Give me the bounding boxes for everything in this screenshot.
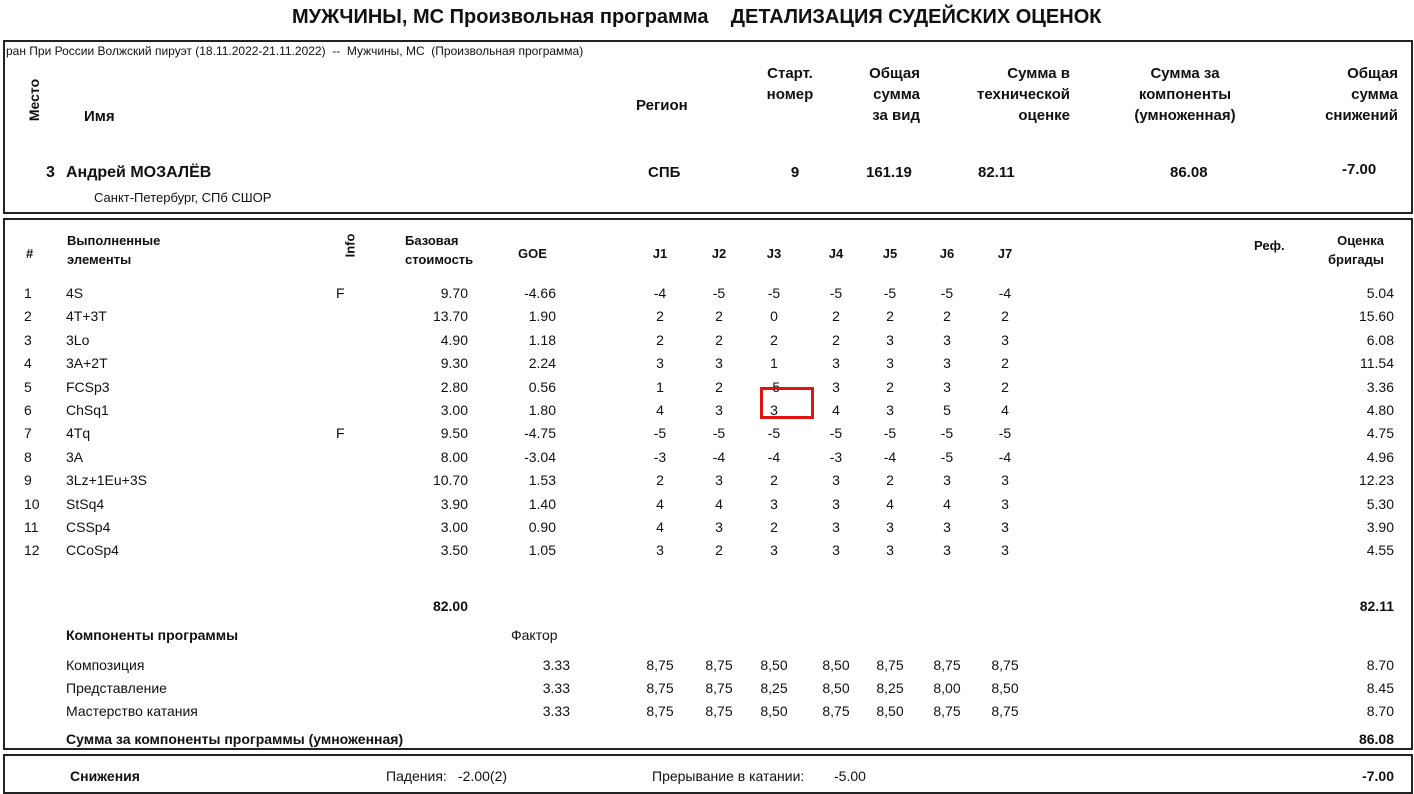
element-goe: 1.90 xyxy=(528,308,556,325)
ref-header: Реф. xyxy=(1254,238,1285,253)
element-base-value: 13.70 xyxy=(432,308,468,325)
judge-header: J4 xyxy=(828,246,844,261)
judge-goe-cell: -4 xyxy=(767,448,781,465)
judge-goe-cell: -5 xyxy=(883,285,897,301)
place-header: Место xyxy=(26,78,42,122)
judge-goe-cell: 3 xyxy=(1001,542,1009,559)
deductions-header: Общая сумма снижений xyxy=(1325,65,1398,124)
element-base-value: 3.50 xyxy=(440,542,468,559)
judge-goe-cell: 2 xyxy=(886,472,894,489)
element-panel-score: 3.90 xyxy=(1366,519,1394,535)
element-goe: 1.05 xyxy=(528,542,556,559)
judge-component-cell: 8,75 xyxy=(991,657,1019,673)
judge-goe-cell: 3 xyxy=(770,495,778,512)
judge-header: J3 xyxy=(766,246,782,261)
element-number: 9 xyxy=(24,472,32,489)
component-name: Представление xyxy=(66,680,167,696)
element-code: ChSq1 xyxy=(66,402,109,418)
element-panel-score: 4.55 xyxy=(1366,542,1394,559)
judge-component-cell: 8,50 xyxy=(760,657,788,673)
total-score-header: Общая сумма за вид xyxy=(869,65,920,124)
judge-goe-cell: 2 xyxy=(886,378,894,395)
judge-goe-cell: 2 xyxy=(656,308,664,325)
judge-goe-cell: -4 xyxy=(998,448,1012,465)
judge-goe-cell: 3 xyxy=(943,472,951,489)
deductions-total: -7.00 xyxy=(1362,768,1394,784)
judge-goe-cell: -5 xyxy=(712,285,726,301)
judge-component-cell: 8,25 xyxy=(876,680,904,696)
judge-goe-cell: -5 xyxy=(829,425,843,442)
element-number: 8 xyxy=(24,448,32,465)
judge-goe-cell: 2 xyxy=(770,331,778,348)
judge-goe-cell: -5 xyxy=(767,378,781,395)
skater-pcs: 86.08 xyxy=(1170,164,1208,181)
judge-component-cell: 8,75 xyxy=(705,703,733,719)
start-number-header: Старт. номер xyxy=(766,65,814,103)
component-panel-score: 8.45 xyxy=(1366,680,1394,696)
elements-score-total: 82.11 xyxy=(1359,598,1394,614)
element-code: 3Lz+1Eu+3S xyxy=(66,472,147,489)
judge-goe-cell: 2 xyxy=(832,308,840,325)
judge-goe-cell: -5 xyxy=(940,285,954,301)
element-goe: 0.56 xyxy=(528,378,556,395)
judge-goe-cell: 3 xyxy=(1001,331,1009,348)
element-code: 4Tq xyxy=(66,425,91,442)
judge-goe-cell: 4 xyxy=(886,495,894,512)
judge-goe-cell: 3 xyxy=(832,519,840,535)
judge-goe-cell: 4 xyxy=(832,402,840,418)
judge-goe-cell: 2 xyxy=(832,331,840,348)
num-header: # xyxy=(26,246,34,261)
element-base-value: 3.00 xyxy=(440,519,468,535)
judge-goe-cell: -5 xyxy=(883,425,897,442)
judge-goe-cell: -5 xyxy=(940,425,954,442)
falls-value: -2.00(2) xyxy=(458,768,508,784)
element-number: 2 xyxy=(24,308,32,325)
judge-goe-cell: 3 xyxy=(943,355,951,372)
element-base-value: 2.80 xyxy=(440,378,468,395)
element-base-value: 3.00 xyxy=(440,402,468,418)
judge-goe-cell: 2 xyxy=(886,308,894,325)
element-code: 3Lo xyxy=(66,331,90,348)
judge-goe-cell: 3 xyxy=(943,542,951,559)
judge-goe-cell: -5 xyxy=(712,425,726,442)
component-panel-score: 8.70 xyxy=(1366,703,1394,719)
interruption-value: -5.00 xyxy=(834,768,866,784)
element-number: 5 xyxy=(24,378,32,395)
base-value-header: Базовая стоимость xyxy=(405,233,474,267)
judge-goe-cell: -4 xyxy=(998,285,1012,301)
judge-goe-cell: 4 xyxy=(1001,402,1009,418)
judge-goe-cell: 3 xyxy=(832,495,840,512)
judge-goe-cell: -5 xyxy=(940,448,954,465)
element-code: StSq4 xyxy=(66,495,105,512)
element-info: F xyxy=(336,285,345,301)
element-panel-score: 6.08 xyxy=(1366,331,1394,348)
element-code: 4S xyxy=(66,285,84,301)
judge-header: J2 xyxy=(711,246,727,261)
judge-goe-cell: -5 xyxy=(767,425,781,442)
element-panel-score: 11.54 xyxy=(1360,355,1394,372)
judge-header: J1 xyxy=(652,246,668,261)
components-title: Компоненты программы xyxy=(66,627,239,643)
info-header: Info xyxy=(342,233,358,258)
judge-component-cell: 8,50 xyxy=(822,680,850,696)
element-base-value: 3.90 xyxy=(440,495,468,512)
judge-header: J6 xyxy=(939,246,955,261)
judge-component-cell: 8,50 xyxy=(760,703,788,719)
element-goe: 1.80 xyxy=(528,402,556,418)
pcs-header: Сумма за компоненты (умноженная) xyxy=(1134,65,1236,124)
judge-component-cell: 8,75 xyxy=(705,657,733,673)
judge-goe-cell: 0 xyxy=(770,308,778,325)
judge-component-cell: 8,75 xyxy=(646,680,674,696)
element-number: 10 xyxy=(24,495,40,512)
judge-goe-cell: 3 xyxy=(886,331,894,348)
element-info: F xyxy=(336,425,345,442)
judge-goe-cell: -3 xyxy=(829,448,843,465)
skater-deductions: -7.00 xyxy=(1342,161,1377,178)
element-panel-score: 5.30 xyxy=(1366,495,1394,512)
judge-goe-cell: 4 xyxy=(656,495,664,512)
judge-goe-cell: 3 xyxy=(715,519,723,535)
judge-goe-cell: 3 xyxy=(832,472,840,489)
judge-goe-cell: 3 xyxy=(770,542,778,559)
skater-region: СПБ xyxy=(648,164,681,181)
element-number: 11 xyxy=(24,519,39,535)
skater-total: 161.19 xyxy=(866,164,912,181)
element-code: 4T+3T xyxy=(66,308,107,325)
judge-goe-cell: 2 xyxy=(1001,355,1009,372)
judge-goe-cell: 3 xyxy=(715,402,723,418)
judge-goe-cell: 3 xyxy=(886,519,894,535)
goe-header: GOE xyxy=(518,246,547,261)
judge-goe-cell: 3 xyxy=(715,472,723,489)
judge-goe-cell: 3 xyxy=(1001,472,1009,489)
skater-start-number: 9 xyxy=(790,164,800,181)
judge-goe-cell: 3 xyxy=(886,402,894,418)
judge-component-cell: 8,75 xyxy=(876,657,904,673)
highlight-box xyxy=(760,387,814,419)
judge-goe-cell: 4 xyxy=(656,519,664,535)
element-number: 1 xyxy=(24,285,32,301)
judge-goe-cell: 2 xyxy=(943,308,951,325)
judge-component-cell: 8,75 xyxy=(991,703,1019,719)
judge-goe-cell: 1 xyxy=(656,378,664,395)
page-title: МУЖЧИНЫ, МС Произвольная программа ДЕТАЛИЗАЦИЯ СУДЕЙСКИХ ОЦЕНОК xyxy=(292,6,1102,28)
judge-goe-cell: -3 xyxy=(653,448,667,465)
judge-goe-cell: 4 xyxy=(715,495,723,512)
element-base-value: 9.70 xyxy=(440,285,468,301)
judge-goe-cell: 3 xyxy=(832,378,840,395)
region-header: Регион xyxy=(636,97,688,114)
component-factor: 3.33 xyxy=(542,657,570,673)
judge-component-cell: 8,75 xyxy=(822,703,850,719)
name-header: Имя xyxy=(84,108,115,125)
element-panel-score: 15.60 xyxy=(1358,308,1394,325)
component-factor: 3.33 xyxy=(542,680,570,696)
component-name: Мастерство катания xyxy=(66,703,198,719)
judge-header: J7 xyxy=(997,246,1013,261)
falls-label: Падения: xyxy=(386,768,447,784)
element-base-value: 10.70 xyxy=(432,472,468,489)
element-panel-score: 12.23 xyxy=(1358,472,1394,489)
element-base-value: 8.00 xyxy=(440,448,468,465)
element-goe: 1.53 xyxy=(528,472,556,489)
judge-goe-cell: 2 xyxy=(656,331,664,348)
judge-component-cell: 8,75 xyxy=(646,657,674,673)
judge-goe-cell: -5 xyxy=(767,285,781,301)
judge-goe-cell: -5 xyxy=(653,425,667,442)
judge-goe-cell: 4 xyxy=(943,495,951,512)
judge-goe-cell: 5 xyxy=(943,402,951,418)
judge-goe-cell: 3 xyxy=(656,542,664,559)
judge-goe-cell: 2 xyxy=(715,308,723,325)
element-number: 12 xyxy=(24,542,40,559)
element-panel-score: 3.36 xyxy=(1366,378,1394,395)
judge-goe-cell: 2 xyxy=(770,519,778,535)
element-number: 4 xyxy=(24,355,32,372)
judge-component-cell: 8,50 xyxy=(822,657,850,673)
element-number: 7 xyxy=(24,425,32,442)
components-sum-value: 86.08 xyxy=(1358,731,1394,747)
element-panel-score: 4.96 xyxy=(1366,448,1394,465)
element-panel-score: 4.80 xyxy=(1366,402,1394,418)
event-line: ран При России Волжский пируэт (18.11.2022-21.11.2022) -- Мужчины, МС (Произвольная программа) xyxy=(6,44,584,58)
skater-name: Андрей МОЗАЛЁВ xyxy=(66,164,212,181)
element-base-value: 9.50 xyxy=(440,425,468,442)
element-number: 6 xyxy=(24,402,32,418)
judge-goe-cell: 2 xyxy=(656,472,664,489)
judge-component-cell: 8,00 xyxy=(933,680,961,696)
element-goe: -3.04 xyxy=(524,448,556,465)
judge-goe-cell: 3 xyxy=(656,355,664,372)
judge-goe-cell: 2 xyxy=(715,378,723,395)
judge-goe-cell: 3 xyxy=(943,519,951,535)
judge-goe-cell: -5 xyxy=(998,425,1012,442)
element-goe: -4.75 xyxy=(524,425,556,442)
judge-goe-cell: -4 xyxy=(653,285,667,301)
element-code: CSSp4 xyxy=(66,519,111,535)
judge-goe-cell: 3 xyxy=(832,542,840,559)
base-value-total: 82.00 xyxy=(432,598,468,614)
judge-goe-cell: 3 xyxy=(943,378,951,395)
element-panel-score: 5.04 xyxy=(1366,285,1394,301)
element-goe: 1.40 xyxy=(528,495,556,512)
judge-goe-cell: 3 xyxy=(886,355,894,372)
judge-component-cell: 8,50 xyxy=(991,680,1019,696)
element-base-value: 4.90 xyxy=(440,331,468,348)
judge-component-cell: 8,75 xyxy=(646,703,674,719)
factor-header: Фактор xyxy=(511,627,558,643)
judge-goe-cell: 2 xyxy=(770,472,778,489)
element-code: 3A xyxy=(66,448,84,465)
judge-goe-cell: -4 xyxy=(712,448,726,465)
judge-goe-cell: 2 xyxy=(1001,378,1009,395)
judge-component-cell: 8,50 xyxy=(876,703,904,719)
judge-goe-cell: 2 xyxy=(715,331,723,348)
judge-goe-cell: 2 xyxy=(715,542,723,559)
judge-component-cell: 8,25 xyxy=(760,680,788,696)
judge-component-cell: 8,75 xyxy=(705,680,733,696)
element-code: CCoSp4 xyxy=(66,542,119,559)
element-panel-score: 4.75 xyxy=(1366,425,1394,442)
elements-header: Выполненные элементы xyxy=(67,233,161,267)
element-goe: 1.18 xyxy=(528,331,556,348)
judge-goe-cell: 3 xyxy=(1001,495,1009,512)
component-name: Композиция xyxy=(66,657,145,673)
skater-club: Санкт-Петербург, СПб СШОР xyxy=(94,190,272,205)
judge-component-cell: 8,75 xyxy=(933,703,961,719)
interruption-label: Прерывание в катании: xyxy=(652,768,805,784)
deductions-label: Снижения xyxy=(70,768,140,784)
judge-header: J5 xyxy=(882,246,898,261)
skater-tes: 82.11 xyxy=(978,164,1015,181)
judge-goe-cell: 3 xyxy=(770,402,778,418)
element-goe: -4.66 xyxy=(524,285,556,301)
judge-goe-cell: 3 xyxy=(832,355,840,372)
judge-goe-cell: 4 xyxy=(656,402,664,418)
judge-goe-cell: -5 xyxy=(829,285,843,301)
component-factor: 3.33 xyxy=(542,703,570,719)
element-number: 3 xyxy=(24,331,32,348)
judge-goe-cell: 3 xyxy=(886,542,894,559)
judge-goe-cell: 3 xyxy=(943,331,951,348)
element-code: 3A+2T xyxy=(66,355,108,372)
tes-header: Сумма в технической оценке xyxy=(976,65,1070,124)
element-code: FCSp3 xyxy=(66,378,110,395)
judge-component-cell: 8,75 xyxy=(933,657,961,673)
judge-goe-cell: 3 xyxy=(715,355,723,372)
panel-score-header: Оценка бригады xyxy=(1328,233,1384,267)
judge-goe-cell: 2 xyxy=(1001,308,1009,325)
component-panel-score: 8.70 xyxy=(1366,657,1394,673)
judge-goe-cell: 3 xyxy=(1001,519,1009,535)
element-goe: 0.90 xyxy=(528,519,556,535)
components-sum-label: Сумма за компоненты программы (умноженная) xyxy=(66,731,404,747)
element-goe: 2.24 xyxy=(528,355,556,372)
skater-place: 3 xyxy=(46,164,55,181)
judge-goe-cell: 1 xyxy=(770,355,778,372)
judge-goe-cell: -4 xyxy=(883,448,897,465)
element-base-value: 9.30 xyxy=(440,355,468,372)
